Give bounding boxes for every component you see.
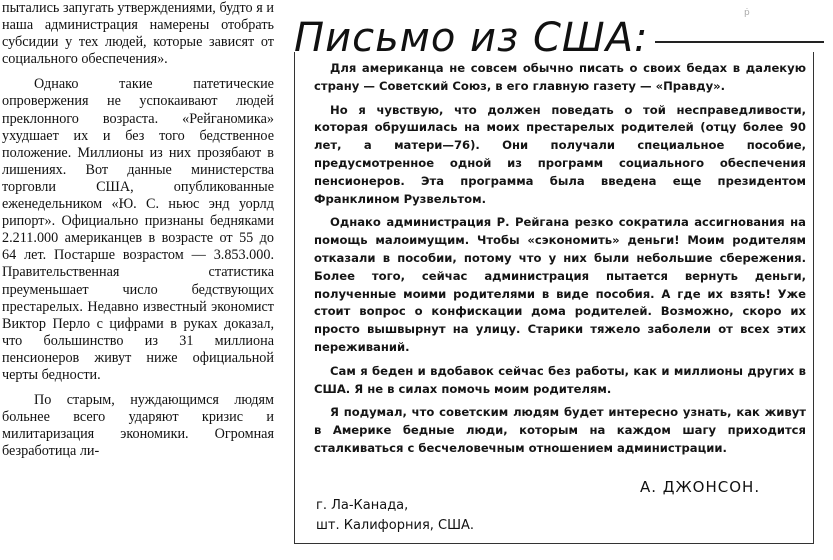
- place-state: шт. Калифорния, США.: [316, 518, 475, 533]
- left-news-column: [2, 0, 274, 560]
- letter-place: [316, 496, 474, 536]
- column-paragraph: Однако такие патетические опровержения не успокаивают людей преклонного возраста. «Рейганомика» ухудшает их и без того бедственное положение. Миллионы из них прозябают в лишениях. Вот данные министерства торговли США, опубликованные еженедельником «Ю. С. ньюс энд уорлд рипорт». Официально признаны бедняками 2.211.000 американцев в возрасте от 55 до 64 лет. Постарше возрастом — 3.853.000. Правительственная статистика преуменьшает число бедствующих престарелых. Недавно известный экономист Виктор Перло с цифрами в руках доказал, что большинство из 31 миллиона пенсионеров живут ниже официальной черты бедности.: [2, 76, 274, 383]
- headline-rule: [655, 41, 824, 43]
- letter-body: [314, 60, 806, 464]
- letter-paragraph: Сам я беден и вдобавок сейчас без работы, как и миллионы других в США. Я не в силах помочь моим родителям.: [314, 363, 806, 396]
- letter-paragraph: Но я чувствую, что должен поведать о той несправедливости, которая обрушилась на моих престарелых родителей (отцу более 90 лет, а матери—76). Они получали специальное пособие, предусмотренное одной из программ социального обеспечения пенсионеров. Эта программа была введена еще президентом Франклином Рузвельтом.: [314, 102, 806, 206]
- letter-paragraph: Однако администрация Р. Рейгана резко сократила ассигнования на помощь малоимущим. Чтобы «сэкономить» деньги! Моим родителям отказали в пособии, потому что у них были небольшие сбережения. Более того, сейчас администрация пытается вернуть деньги, полученные моими родителями в виде пособия. А где их взять! Уже стоит вопрос о конфискации дома родителей. Возможно, скоро их просто вышвырнут на улицу. Старики тяжело заболели от всех этих переживаний.: [314, 215, 806, 354]
- print-mark: ṗ: [744, 8, 750, 18]
- column-paragraph: По старым, нуждающимся людям больнее всего ударяют кризис и милитаризация экономики. Огромная безработица ли-: [2, 392, 274, 460]
- letter-paragraph: Для американца не совсем обычно писать о своих бедах в далекую страну — Советский Союз, в его главную газету — «Правду».: [314, 61, 806, 93]
- letter-paragraph: Я подумал, что советским людям будет интересно узнать, как живут в Америке бедные люди, которым на каждом шагу приходится сталкиваться с бесчеловечным отношением администрации.: [314, 405, 806, 455]
- place-city: г. Ла-Канада,: [316, 498, 409, 513]
- column-paragraph: пытались запугать утверждениями, будто я и наша администрация намерены отобрать субсидии у тех людей, которые зависят от социального обеспечения».: [2, 0, 274, 68]
- letter-signature: А. ДЖОНСОН.: [640, 478, 761, 496]
- headline-title: Письмо из США:: [294, 15, 649, 61]
